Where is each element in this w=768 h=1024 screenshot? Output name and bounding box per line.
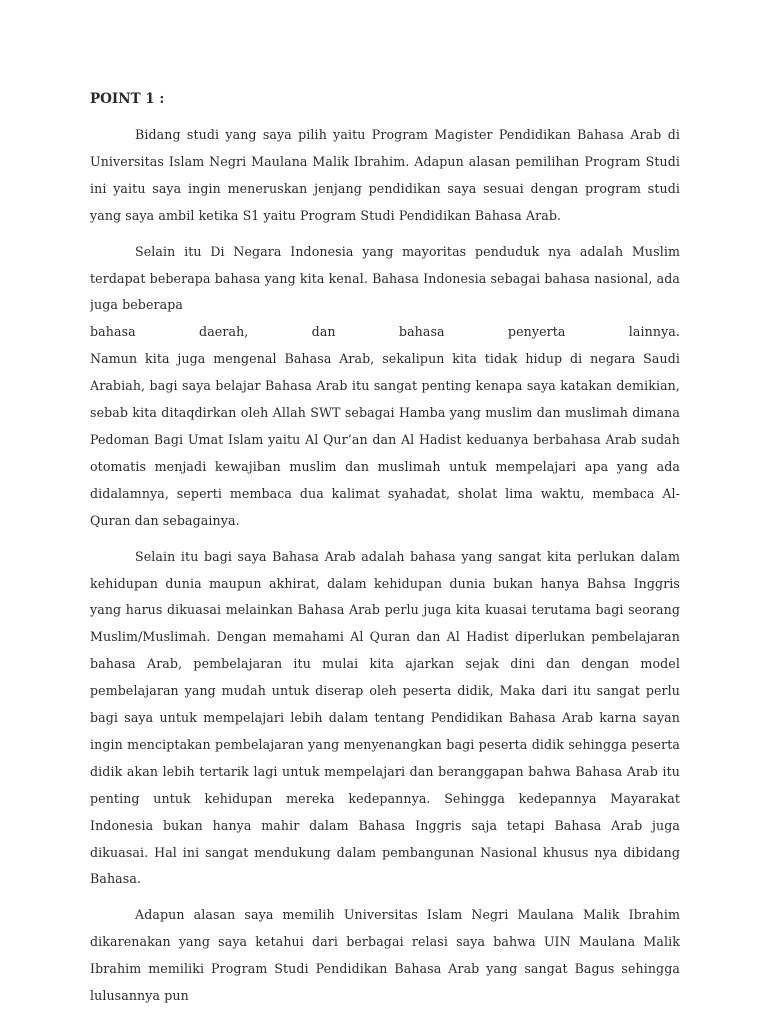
paragraph-3: Selain itu bagi saya Bahasa Arab adalah bahasa yang sangat kita perlukan dalam kehidupan dunia maupun akhirat, dalam kehidupan dunia bukan hanya Bahsa Inggris yang harus dikuasai melainkan Bahasa Arab perlu juga kita kuasai terutama bagi seorang Muslim/Muslimah. Dengan memahami Al Quran dan Al Hadist diperlukan pembelajaran bahasa Arab, pembelajaran itu mulai kita ajarkan sejak dini dan dengan model pembelajaran yang mudah untuk diserap oleh peserta didik, Maka dari itu sangat perlu bagi saya untuk mempelajari lebih dalam tentang Pendidikan Bahasa Arab karna sayan ingin menciptakan pembelajaran yang menyenangkan bagi peserta didik sehingga peserta didik akan lebih tertarik lagi untuk mempelajari dan beranggapan bahwa Bahasa Arab itu penting untuk kehidupan mereka kedepannya. Sehingga kedepannya Mayarakat Indonesia bukan hanya mahir dalam Bahasa Inggris saja tetapi Bahasa Arab juga dikuasai. Hal ini sangat mendukung dalam pembangunan Nasional khusus nya dibidang Bahasa. [90,548,680,887]
paragraph-2-part-c: Namun kita juga mengenal Bahasa Arab, sekalipun kita tidak hidup di negara Saudi Arabiah, bagi saya belajar Bahasa Arab itu sangat penting kenapa saya katakan demikian, sebab kita ditaqdirkan oleh Allah SWT sebagai Hamba yang muslim dan muslimah dimana Pedoman Bagi Umat Islam yaitu Al Qur’an dan Al Hadist keduanya berbahasa Arab sudah otomatis menjadi kewajiban muslim dan muslimah untuk mempelajari apa yang ada didalamnya, seperti membaca dua kalimat syahadat, sholat lima waktu, membaca Al-Quran dan sebagainya. [90,351,680,528]
section-heading: POINT 1 : [90,91,165,107]
paragraph-4: Adapun alasan saya memilih Universitas Islam Negri Maulana Malik Ibrahim dikarenakan yang saya ketahui dari berbagai relasi saya bahwa UIN Maulana Malik Ibrahim memiliki Program Studi Pendidikan Bahasa Arab yang sangat Bagus sehingga lulusannya pun [90,907,680,1004]
paragraph-2-part-a: Selain itu Di Negara Indonesia yang mayoritas penduduk nya adalah Muslim terdapat beberapa bahasa yang kita kenal. Bahasa Indonesia sebagai bahasa nasional, ada juga beberapa [90,243,680,313]
paragraph-2-part-b: bahasa daerah, dan bahasa penyerta lainnya. [90,324,680,340]
paragraph-2 [90,239,680,535]
paragraph-1: Bidang studi yang saya pilih yaitu Program Magister Pendidikan Bahasa Arab di Universitas Islam Negri Maulana Malik Ibrahim. Adapun alasan pemilihan Program Studi ini yaitu saya ingin meneruskan jenjang pendidikan saya sesuai dengan program studi yang saya ambil ketika S1 yaitu Program Studi Pendidikan Bahasa Arab. [90,127,680,223]
document-page [90,88,680,1024]
